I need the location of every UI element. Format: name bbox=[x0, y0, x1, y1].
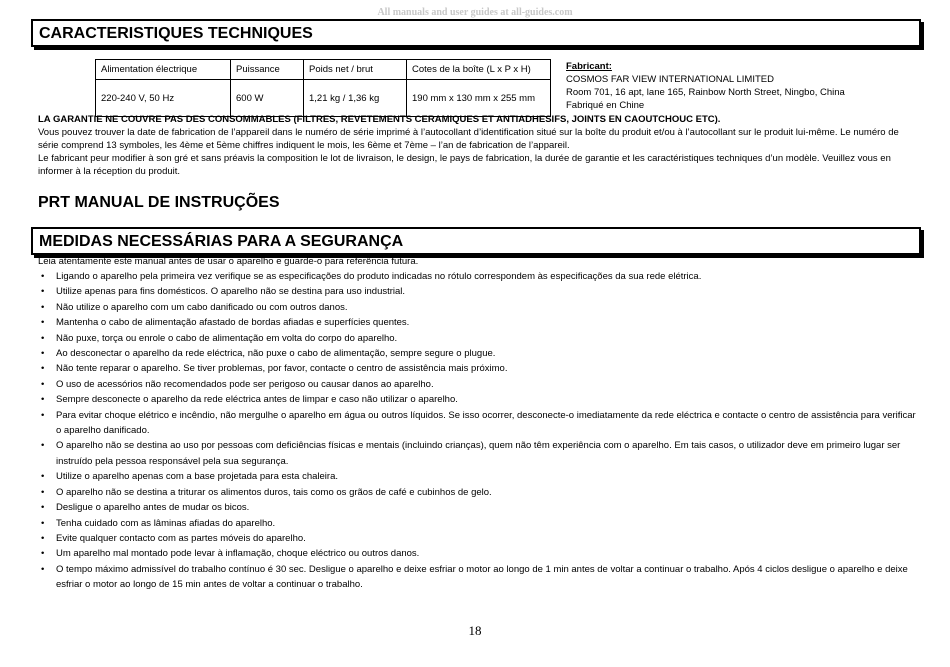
specs-header-cell: Puissance bbox=[231, 60, 304, 80]
safety-item: • O aparelho não se destina ao uso por pessoas com deficiências físicas e mentais (incluindo crianças), quem não têm experiência com o aparelho. Em tais casos, o utilizador deve em primeiro lugar ser instruído pela pessoa responsável pela sua segurança. bbox=[38, 438, 918, 469]
specs-value-cell: 220-240 V, 50 Hz bbox=[96, 80, 231, 117]
specs-value-cell: 190 mm x 130 mm x 255 mm bbox=[407, 80, 551, 117]
section-title: MEDIDAS NECESSÁRIAS PARA A SEGURANÇA bbox=[39, 233, 404, 250]
safety-item: • Não utilize o aparelho com um cabo danificado ou com outros danos. bbox=[38, 300, 918, 315]
manual-title: PRT MANUAL DE INSTRUÇÕES bbox=[38, 194, 280, 211]
safety-item: • Sempre desconecte o aparelho da rede eléctrica antes de limpar e caso não utilizar o aparelho. bbox=[38, 392, 918, 407]
modify-note: Le fabricant peur modifier à son gré et sans préavis la composition le lot de livraison, le design, le pays de fabrication, la durée de garantie et les caractéristiques techniques d’un modèle. Veuillez vous en informer à la réception du produit. bbox=[38, 153, 891, 177]
section-title: CARACTERISTIQUES TECHNIQUES bbox=[39, 25, 313, 42]
manufacturer-line: Fabriqué en Chine bbox=[566, 100, 645, 111]
page-number: 18 bbox=[468, 623, 482, 638]
safety-item: • O tempo máximo admissível do trabalho contínuo é 30 sec. Desligue o aparelho e deixe esfriar o motor ao longo de 1 min antes de voltar a continuar o trabalho. Após 4 ciclos desligue o aparelho e deixe esfriar o motor ao longo de 15 min antes de voltar a continuar o trabalho. bbox=[38, 562, 918, 593]
safety-item: • Tenha cuidado com as lâminas afiadas do aparelho. bbox=[38, 516, 918, 531]
safety-item: • Utilize apenas para fins domésticos. O aparelho não se destina para uso industrial. bbox=[38, 284, 918, 299]
specs-value-row bbox=[96, 80, 551, 117]
specs-table bbox=[95, 59, 551, 117]
section-header-safety bbox=[31, 227, 921, 255]
specs-header-cell: Poids net / brut bbox=[304, 60, 407, 80]
section-header-technical bbox=[31, 19, 921, 47]
manufacturer-line: Room 701, 16 apt, lane 165, Rainbow North Street, Ningbo, China bbox=[566, 87, 845, 98]
warranty-note: LA GARANTIE NE COUVRE PAS DES CONSOMMABLES (FILTRES, REVETEMENTS CERAMIQUES ET ANTIADHESIFS, JOINTS EN CAOUTCHOUC ETC). bbox=[38, 114, 721, 125]
safety-item: • Um aparelho mal montado pode levar à inflamação, choque eléctrico ou outros danos. bbox=[38, 546, 918, 561]
manufacturer-line: COSMOS FAR VIEW INTERNATIONAL LIMITED bbox=[566, 74, 774, 85]
specs-header-cell: Alimentation électrique bbox=[96, 60, 231, 80]
intro-text: Leia atentamente este manual antes de usar o aparelho e guarde-o para referência futura. bbox=[38, 256, 419, 267]
safety-item: • Não tente reparar o aparelho. Se tiver problemas, por favor, contacte o centro de assistência mais próximo. bbox=[38, 361, 918, 376]
safety-item: • Utilize o aparelho apenas com a base projetada para esta chaleira. bbox=[38, 469, 918, 484]
specs-value-cell: 600 W bbox=[231, 80, 304, 117]
manufacturer-label: Fabricant: bbox=[566, 61, 612, 72]
safety-item: • Para evitar choque elétrico e incêndio, não mergulhe o aparelho em água ou outros líquidos. Se isso ocorrer, desconecte-o imediatamente da rede eléctrica e contacte o centro de assistência para verificar o aparelho danificado. bbox=[38, 408, 918, 439]
safety-item: • O uso de acessórios não recomendados pode ser perigoso ou causar danos ao aparelho. bbox=[38, 377, 918, 392]
safety-item: • Ligando o aparelho pela primeira vez verifique se as especificações do produto indicadas no rótulo correspondem às especificações da sua rede elétrica. bbox=[38, 269, 918, 284]
specs-header-row bbox=[96, 60, 551, 80]
safety-item: • Ao desconectar o aparelho da rede eléctrica, não puxe o cabo de alimentação, sempre segure o plugue. bbox=[38, 346, 918, 361]
specs-value-cell: 1,21 kg / 1,36 kg bbox=[304, 80, 407, 117]
safety-list bbox=[38, 269, 918, 593]
serial-note: Vous pouvez trouver la date de fabrication de l’appareil dans le numéro de série imprimé à l’autocollant d’identification situé sur la boîte du produit et/ou à l’autocollant sur le produit lui-même. Le numéro de série comprend 13 symboles, les 4ème et 5ème chiffres indiquent le mois, les 6ème et 7ème – l’an de fabrication de l’appareil. bbox=[38, 127, 899, 151]
safety-item: • Mantenha o cabo de alimentação afastado de bordas afiadas e superfícies quentes. bbox=[38, 315, 918, 330]
safety-item: • Evite qualquer contacto com as partes móveis do aparelho. bbox=[38, 531, 918, 546]
manufacturer-block bbox=[566, 60, 845, 112]
watermark: All manuals and user guides at all-guides.com bbox=[377, 7, 573, 18]
safety-item: • O aparelho não se destina a triturar os alimentos duros, tais como os grãos de café e cubinhos de gelo. bbox=[38, 485, 918, 500]
safety-item: • Não puxe, torça ou enrole o cabo de alimentação em volta do corpo do aparelho. bbox=[38, 331, 918, 346]
safety-item: • Desligue o aparelho antes de mudar os bicos. bbox=[38, 500, 918, 515]
specs-header-cell: Cotes de la boîte (L x P x H) bbox=[407, 60, 551, 80]
